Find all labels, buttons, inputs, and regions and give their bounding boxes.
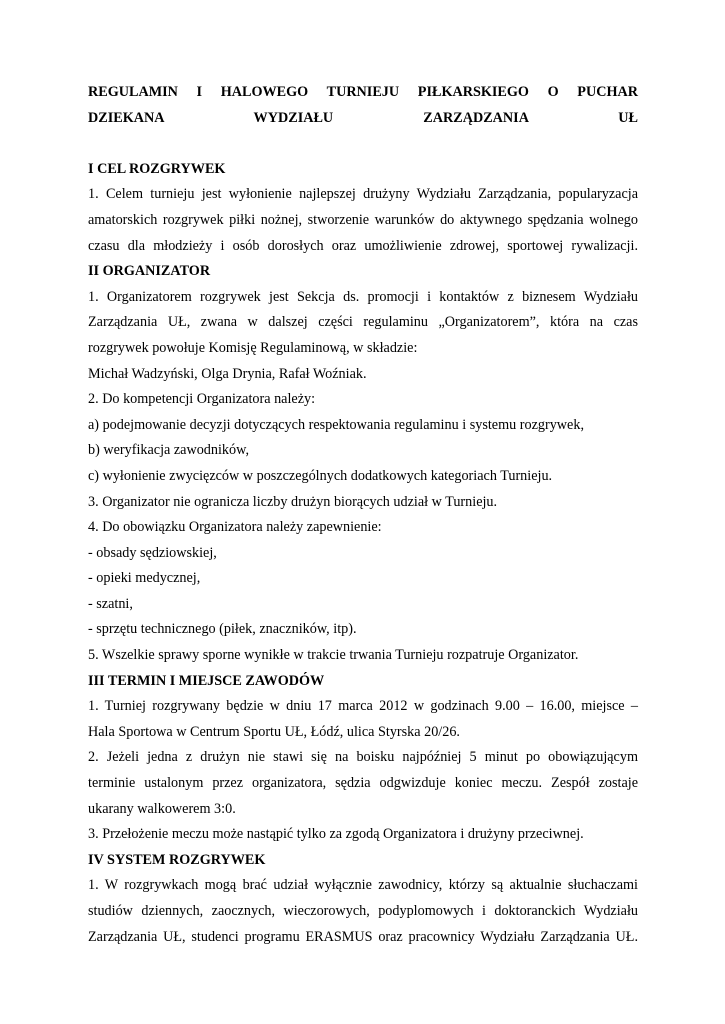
paragraph-line: 2. Do kompetencji Organizatora należy: [88,391,316,408]
paragraph-line: 1. Organizatorem rozgrywek jest Sekcja ds. promocji i kontaktów z biznesem Wydziału [88,288,638,305]
paragraph-line: amatorskich rozgrywek piłki nożnej, stworzenie warunków do aktywnego spędzania wolnego [88,211,638,228]
section-system-rozgrywek [88,848,638,950]
section-heading: III TERMIN I MIEJSCE ZAWODÓW [88,672,325,689]
section-termin-i-miejsce [88,669,638,848]
section-heading: II ORGANIZATOR [88,263,211,280]
list-item: - sprzętu technicznego (piłek, znaczników, itp). [88,621,357,638]
paragraph-line: 2. Jeżeli jedna z drużyn nie stawi się na boisku najpóźniej 5 minut po obowiązującym [88,749,638,766]
paragraph-line: terminie ustalonym przez organizatora, sędzia odgwizduje koniec meczu. Zespół zostaje [88,775,638,792]
spacer [88,131,638,157]
paragraph-line: 1. Turniej rozgrywany będzie w dniu 17 marca 2012 w godzinach 9.00 – 16.00, miejsce – [88,698,638,715]
list-item: c) wyłonienie zwycięzców w poszczególnych dodatkowych kategoriach Turnieju. [88,467,553,484]
paragraph-line: 4. Do obowiązku Organizatora należy zapewnienie: [88,519,382,536]
section-organizator [88,259,638,669]
paragraph-line: Zarządzania UŁ, zwana w dalszej części regulaminu „Organizatorem”, która na czas [88,314,638,331]
section-heading: IV SYSTEM ROZGRYWEK [88,851,266,868]
paragraph-line: studiów dziennych, zaocznych, wieczorowych, podyplomowych i doktoranckich Wydziału [88,903,638,919]
paragraph-line: 1. W rozgrywkach mogą brać udział wyłącznie zawodnicy, którzy są aktualnie słuchaczami [88,877,638,894]
title-line-2: DZIEKANA WYDZIAŁU ZARZĄDZANIA UŁ [88,109,638,126]
list-item: - szatni, [88,595,133,612]
list-item: - opieki medycznej, [88,570,201,587]
section-cel-rozgrywek [88,157,638,259]
paragraph-line: Michał Wadzyński, Olga Drynia, Rafał Woźniak. [88,365,367,382]
paragraph-line: 3. Przełożenie meczu może nastąpić tylko za zgodą Organizatora i drużyny przeciwnej. [88,826,584,843]
section-heading: I CEL ROZGRYWEK [88,160,226,177]
document-page [88,80,638,950]
list-item: b) weryfikacja zawodników, [88,442,249,459]
document-title [88,80,638,131]
title-line-1: REGULAMIN I HALOWEGO TURNIEJU PIŁKARSKIEGO O PUCHAR [88,84,638,100]
list-item: a) podejmowanie decyzji dotyczących respektowania regulaminu i systemu rozgrywek, [88,416,584,433]
paragraph-line: Hala Sportowa w Centrum Sportu UŁ, Łódź, ulica Styrska 20/26. [88,723,460,740]
paragraph-line: 5. Wszelkie sprawy sporne wynikłe w trakcie trwania Turnieju rozpatruje Organizator. [88,647,579,664]
list-item: - obsady sędziowskiej, [88,544,217,561]
paragraph-line: Zarządzania UŁ, studenci programu ERASMUS oraz pracownicy Wydziału Zarządzania UŁ. [88,928,638,945]
paragraph-line: 3. Organizator nie ogranicza liczby drużyn biorących udział w Turnieju. [88,493,498,510]
paragraph-line: ukarany walkowerem 3:0. [88,800,236,817]
paragraph-line: czasu dla młodzieży i osób dorosłych oraz umożliwienie zdrowej, sportowej rywalizacji. [88,237,638,254]
paragraph-line: 1. Celem turnieju jest wyłonienie najlepszej drużyny Wydziału Zarządzania, popularyzacja [88,186,638,203]
paragraph-line: rozgrywek powołuje Komisję Regulaminową, w składzie: [88,339,418,356]
